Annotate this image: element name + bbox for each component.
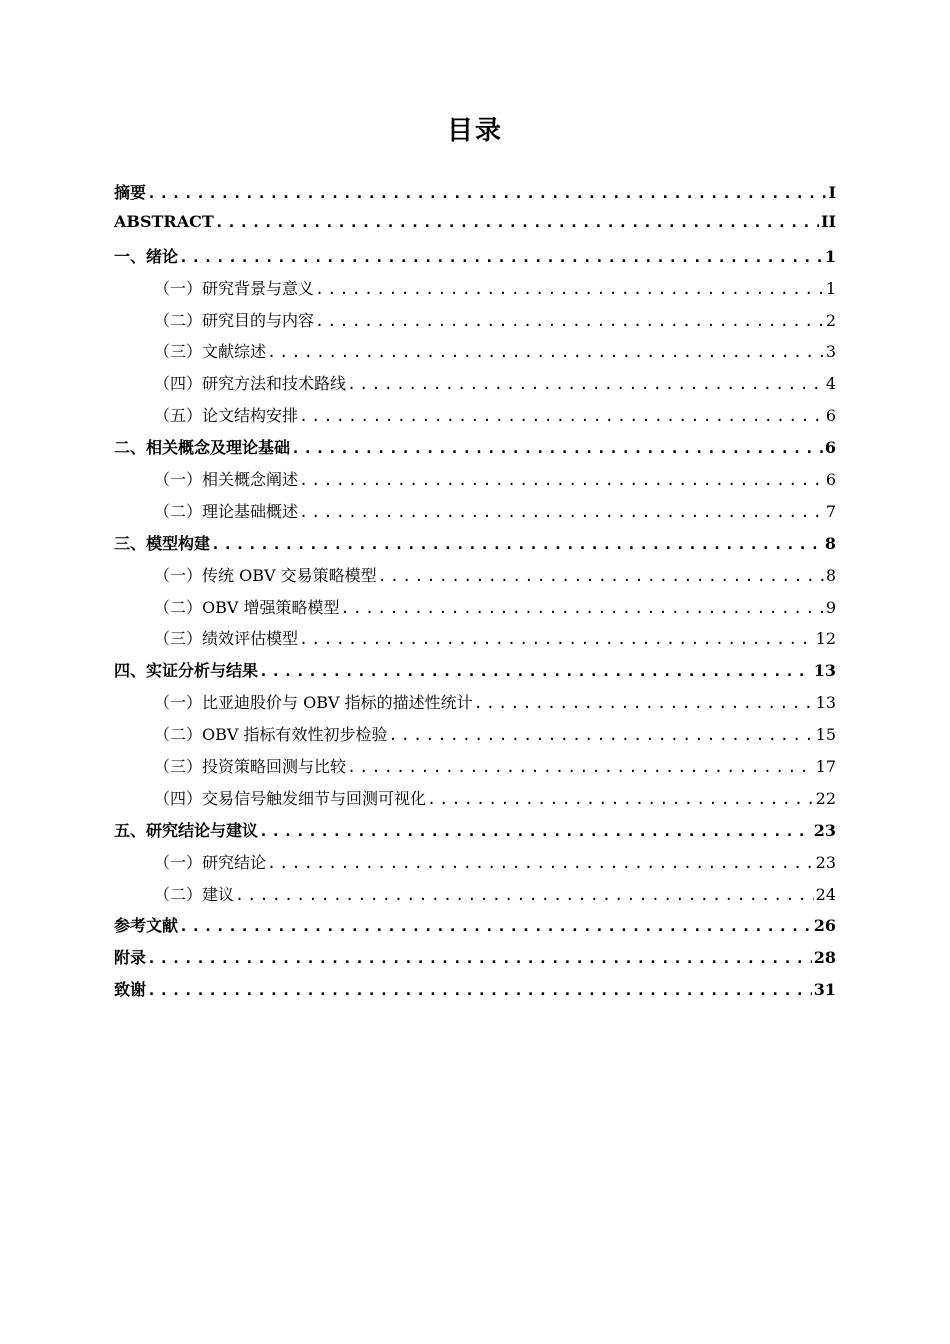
toc-entry-number: （二） [154, 884, 203, 904]
toc-page-number: 15 [815, 725, 836, 745]
toc-entry-title: OBV 指标有效性初步检验 [202, 725, 388, 745]
toc-entry-title: 文献综述 [202, 342, 267, 362]
toc-entry-title: 相关概念及理论基础 [146, 438, 291, 458]
toc-dot-leader [259, 662, 812, 680]
toc-entry-title: 研究背景与意义 [202, 278, 315, 298]
toc-dot-leader [347, 758, 814, 776]
toc-entry-title: 投资策略回测与比较 [202, 757, 347, 777]
toc-page-number: 6 [825, 406, 836, 426]
toc-entry-number: （四） [154, 374, 203, 394]
toc-entry-title: 研究目的与内容 [202, 310, 315, 330]
toc-dot-leader [267, 343, 824, 361]
toc-dot-leader [215, 213, 819, 231]
toc-page-number: 3 [825, 342, 836, 362]
toc-entry-title: ABSTRACT [114, 211, 214, 231]
toc-entry-title: 相关概念阐述 [202, 470, 299, 490]
toc-chapter-entry[interactable] [114, 244, 836, 276]
toc-entry-number: （三） [154, 342, 203, 362]
toc-chapter-entry[interactable] [114, 180, 836, 212]
toc-entry-title: 论文结构安排 [202, 406, 299, 426]
toc-page-number: 22 [815, 788, 836, 808]
toc-dot-leader [341, 599, 824, 617]
toc-page-number: 8 [824, 533, 836, 553]
toc-page-number: I [828, 183, 836, 202]
toc-dot-leader [291, 439, 823, 457]
toc-page-number: 23 [813, 820, 836, 840]
toc-entry-number: （三） [154, 629, 203, 649]
toc-section-entry[interactable] [114, 595, 836, 627]
toc-entry-number: 五、 [114, 820, 147, 840]
toc-dot-leader [299, 471, 824, 489]
toc-entry-title: 传统 OBV 交易策略模型 [202, 565, 377, 585]
toc-page-number: 12 [815, 629, 836, 649]
toc-page-number: 17 [815, 757, 836, 777]
toc-entry-number: （一） [154, 852, 203, 872]
toc-chapter-entry[interactable] [114, 818, 836, 850]
toc-entry-number: （五） [154, 406, 203, 426]
toc-entry-title: 比亚迪股价与 OBV 指标的描述性统计 [202, 693, 473, 713]
toc-dot-leader [389, 726, 814, 744]
toc-chapter-entry[interactable] [114, 913, 836, 945]
toc-section-entry[interactable] [114, 308, 836, 340]
toc-dot-leader [147, 184, 827, 202]
toc-page-number: II [821, 211, 836, 231]
toc-chapter-entry[interactable] [114, 435, 836, 467]
toc-page-number: 4 [825, 374, 836, 394]
toc-page-number: 7 [825, 501, 836, 521]
toc-entry-number: 二、 [114, 438, 147, 458]
toc-dot-leader [299, 407, 824, 425]
toc-entry-title: 研究方法和技术路线 [202, 374, 347, 394]
toc-page-number: 23 [815, 852, 836, 872]
toc-section-entry[interactable] [114, 276, 836, 308]
toc-entry-number: （四） [154, 788, 203, 808]
toc-dot-leader [179, 917, 812, 935]
toc-section-entry[interactable] [114, 403, 836, 435]
toc-page-number: 6 [825, 470, 836, 490]
toc-section-entry[interactable] [114, 722, 836, 754]
toc-dot-leader [315, 312, 824, 330]
toc-page-number: 1 [824, 246, 836, 266]
toc-entry-title: 模型构建 [146, 533, 211, 553]
toc-dot-leader [299, 630, 814, 648]
toc-page-number: 26 [813, 916, 836, 936]
toc-entry-number: （一） [154, 693, 203, 713]
toc-entry-title: 绩效评估模型 [202, 629, 299, 649]
toc-entry-title: 致谢 [114, 980, 147, 1000]
toc-entry-title: OBV 增强策略模型 [202, 597, 340, 617]
toc-chapter-entry[interactable] [114, 945, 836, 977]
toc-page-number: 2 [825, 310, 836, 330]
toc-section-entry[interactable] [114, 339, 836, 371]
toc-entry-number: （二） [154, 725, 203, 745]
toc-entry-title: 研究结论与建议 [146, 820, 259, 840]
toc-entry-number: （二） [154, 597, 203, 617]
toc-chapter-entry[interactable] [114, 658, 836, 690]
toc-section-entry[interactable] [114, 563, 836, 595]
toc-entry-number: （二） [154, 501, 203, 521]
toc-dot-leader [147, 981, 812, 999]
toc-entry-title: 研究结论 [202, 852, 267, 872]
toc-dot-leader [179, 248, 823, 266]
toc-entry-number: （三） [154, 757, 203, 777]
toc-entry-title: 附录 [114, 948, 147, 968]
toc-chapter-entry[interactable] [114, 212, 836, 244]
toc-dot-leader [299, 503, 824, 521]
toc-entry-number: 一、 [114, 246, 147, 266]
table-of-contents [114, 180, 836, 1009]
toc-page-number: 9 [825, 597, 836, 617]
toc-dot-leader [235, 886, 814, 904]
toc-page-number: 13 [815, 693, 836, 713]
toc-chapter-entry[interactable] [114, 531, 836, 563]
toc-page-number: 6 [824, 438, 836, 458]
toc-entry-title: 建议 [202, 884, 235, 904]
page-title: 目录 [446, 116, 503, 146]
toc-dot-leader [315, 280, 824, 298]
toc-section-entry[interactable] [114, 786, 836, 818]
toc-dot-leader [427, 790, 814, 808]
toc-section-entry[interactable] [114, 690, 836, 722]
toc-entry-title: 交易信号触发细节与回测可视化 [202, 788, 427, 808]
toc-entry-number: （二） [154, 310, 203, 330]
toc-section-entry[interactable] [114, 467, 836, 499]
toc-dot-leader [378, 567, 824, 585]
toc-section-entry[interactable] [114, 371, 836, 403]
toc-dot-leader [474, 694, 814, 712]
toc-dot-leader [259, 822, 812, 840]
toc-dot-leader [147, 949, 812, 967]
toc-section-entry[interactable] [114, 850, 836, 882]
toc-dot-leader [267, 854, 814, 872]
toc-entry-title: 实证分析与结果 [146, 661, 259, 681]
toc-section-entry[interactable] [114, 754, 836, 786]
toc-page-number: 28 [813, 948, 836, 968]
toc-page-number: 8 [825, 565, 836, 585]
toc-entry-title: 参考文献 [114, 916, 179, 936]
toc-section-entry[interactable] [114, 499, 836, 531]
toc-chapter-entry[interactable] [114, 977, 836, 1009]
toc-entry-number: 四、 [114, 661, 147, 681]
toc-page-number: 31 [813, 980, 836, 1000]
toc-entry-title: 摘要 [114, 183, 147, 202]
toc-entry-number: （一） [154, 470, 203, 490]
toc-entry-number: 三、 [114, 533, 147, 553]
toc-dot-leader [347, 375, 824, 393]
toc-page-number: 1 [825, 278, 836, 298]
toc-section-entry[interactable] [114, 882, 836, 914]
toc-section-entry[interactable] [114, 626, 836, 658]
toc-entry-title: 理论基础概述 [202, 501, 299, 521]
toc-page-number: 13 [813, 661, 836, 681]
toc-entry-number: （一） [154, 565, 203, 585]
toc-page-number: 24 [815, 884, 836, 904]
toc-entry-number: （一） [154, 278, 203, 298]
toc-dot-leader [211, 535, 823, 553]
toc-entry-title: 绪论 [146, 246, 179, 266]
